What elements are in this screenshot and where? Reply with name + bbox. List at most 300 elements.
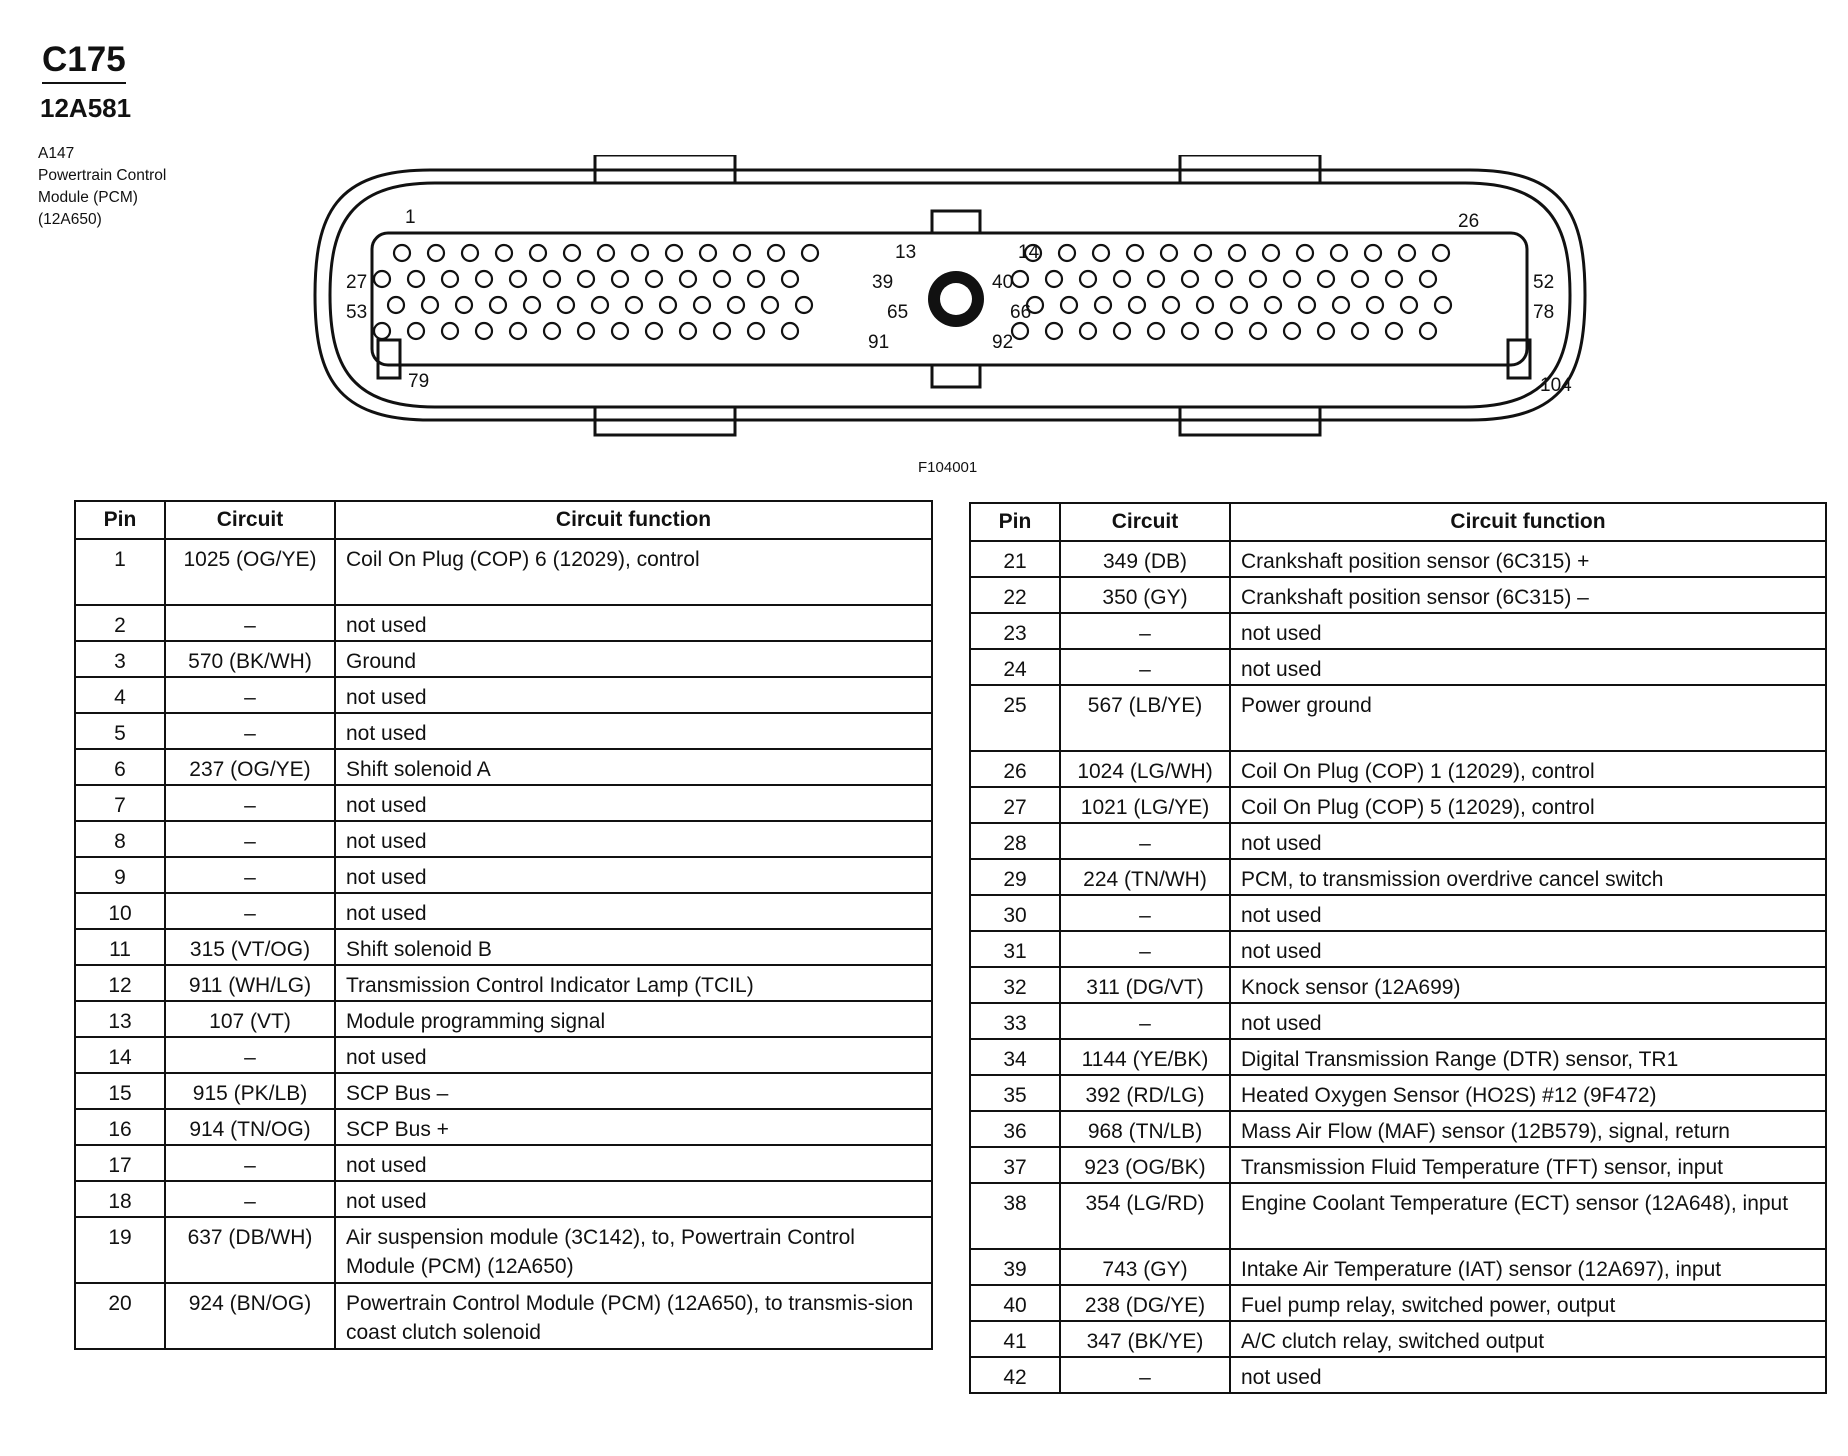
pin-cell: 3	[75, 641, 165, 677]
table-row	[970, 577, 1826, 613]
pin-cell: 29	[970, 859, 1060, 895]
pin-hole	[524, 297, 540, 313]
pin-cell: 5	[75, 713, 165, 749]
table-row	[75, 1217, 932, 1283]
circuit-cell: 1021 (LG/YE)	[1060, 787, 1230, 823]
pin-cell: 41	[970, 1321, 1060, 1357]
function-cell: Knock sensor (12A699)	[1230, 967, 1826, 1003]
pin-hole	[510, 271, 526, 287]
table-row	[970, 751, 1826, 787]
circuit-cell: –	[1060, 613, 1230, 649]
function-cell: Shift solenoid A	[335, 749, 932, 785]
pin-hole	[1080, 271, 1096, 287]
top-key	[932, 211, 980, 233]
circuit-cell: 915 (PK/LB)	[165, 1073, 335, 1109]
pin-hole	[1046, 323, 1062, 339]
pin-cell: 30	[970, 895, 1060, 931]
center-bolt	[928, 271, 984, 327]
function-cell: Crankshaft position sensor (6C315) –	[1230, 577, 1826, 613]
function-cell: Intake Air Temperature (IAT) sensor (12A697), input	[1230, 1249, 1826, 1285]
pin-cell: 22	[970, 577, 1060, 613]
table-row	[75, 1037, 932, 1073]
pin-cell: 2	[75, 605, 165, 641]
part-number: 12A581	[40, 93, 132, 123]
table-row	[75, 1001, 932, 1037]
pin-hole	[558, 297, 574, 313]
pin-hole	[1265, 297, 1281, 313]
circuit-cell: 968 (TN/LB)	[1060, 1111, 1230, 1147]
pin-hole	[748, 323, 764, 339]
pin-cell: 7	[75, 785, 165, 821]
table-row	[75, 821, 932, 857]
pin-hole	[578, 271, 594, 287]
function-cell: not used	[1230, 613, 1826, 649]
pin-hole	[1299, 297, 1315, 313]
pin-label-92: 92	[992, 332, 1014, 353]
pin-hole	[666, 245, 682, 261]
pin-hole	[1250, 271, 1266, 287]
pin-hole	[1197, 297, 1213, 313]
table-row	[75, 749, 932, 785]
function-cell: not used	[335, 857, 932, 893]
pin-hole	[592, 297, 608, 313]
component-line: Module (PCM)	[38, 189, 138, 206]
table-row	[75, 713, 932, 749]
table-row	[75, 929, 932, 965]
pin-hole	[768, 245, 784, 261]
pin-cell: 24	[970, 649, 1060, 685]
pin-cell: 17	[75, 1145, 165, 1181]
pin-hole	[1059, 245, 1075, 261]
connector-code: C175	[42, 40, 126, 84]
table-row	[970, 1039, 1826, 1075]
circuit-cell: 350 (GY)	[1060, 577, 1230, 613]
pin-cell: 18	[75, 1181, 165, 1217]
pin-hole	[1216, 323, 1232, 339]
circuit-cell: 1025 (OG/YE)	[165, 539, 335, 605]
pin-cell: 38	[970, 1183, 1060, 1249]
function-cell: not used	[335, 821, 932, 857]
pin-cell: 34	[970, 1039, 1060, 1075]
function-cell: not used	[1230, 1357, 1826, 1393]
pin-hole	[428, 245, 444, 261]
pin-hole	[476, 323, 492, 339]
pin-label-53: 53	[346, 302, 368, 323]
pin-hole	[462, 245, 478, 261]
table-row	[970, 649, 1826, 685]
pin-hole	[1080, 323, 1096, 339]
table-row	[75, 605, 932, 641]
pin-hole	[1386, 271, 1402, 287]
pin-hole	[456, 297, 472, 313]
table-row	[970, 1147, 1826, 1183]
pin-hole	[694, 297, 710, 313]
function-cell: Coil On Plug (COP) 1 (12029), control	[1230, 751, 1826, 787]
pin-hole	[374, 323, 390, 339]
circuit-header: Circuit	[165, 501, 335, 539]
component-line: Powertrain Control	[38, 167, 167, 184]
connector-face-diagram	[300, 155, 1600, 440]
function-cell: A/C clutch relay, switched output	[1230, 1321, 1826, 1357]
pin-hole	[1250, 323, 1266, 339]
circuit-cell: 637 (DB/WH)	[165, 1217, 335, 1283]
pin-cell: 32	[970, 967, 1060, 1003]
pin-hole	[700, 245, 716, 261]
pin-hole	[796, 297, 812, 313]
pin-hole	[680, 323, 696, 339]
pin-hole	[1318, 323, 1334, 339]
pin-hole	[1195, 245, 1211, 261]
table-row	[75, 785, 932, 821]
pin-hole	[782, 271, 798, 287]
circuit-cell: –	[1060, 649, 1230, 685]
function-cell: Ground	[335, 641, 932, 677]
pin-cell: 15	[75, 1073, 165, 1109]
table-row	[75, 539, 932, 605]
pin-hole	[1129, 297, 1145, 313]
pin-hole	[1148, 323, 1164, 339]
table-row	[75, 1283, 932, 1349]
table-row	[970, 1357, 1826, 1393]
pin-hole	[442, 323, 458, 339]
pin-label-40: 40	[992, 272, 1014, 293]
pin-hole	[394, 245, 410, 261]
pin-hole	[1061, 297, 1077, 313]
pin-hole	[544, 271, 560, 287]
pin-cell: 19	[75, 1217, 165, 1283]
pin-cell: 31	[970, 931, 1060, 967]
table-row	[75, 893, 932, 929]
circuit-cell: 570 (BK/WH)	[165, 641, 335, 677]
function-cell: not used	[335, 677, 932, 713]
function-cell: not used	[335, 893, 932, 929]
pin-label-39: 39	[872, 272, 894, 293]
circuit-cell: 1024 (LG/WH)	[1060, 751, 1230, 787]
table-row	[970, 859, 1826, 895]
pin-hole	[496, 245, 512, 261]
pin-cell: 14	[75, 1037, 165, 1073]
function-cell: PCM, to transmission overdrive cancel switch	[1230, 859, 1826, 895]
pin-hole	[408, 323, 424, 339]
table-row	[75, 857, 932, 893]
pin-label-79: 79	[408, 371, 430, 392]
circuit-cell: 349 (DB)	[1060, 541, 1230, 577]
function-cell: SCP Bus +	[335, 1109, 932, 1145]
function-cell: not used	[1230, 1003, 1826, 1039]
function-cell: Engine Coolant Temperature (ECT) sensor (12A648), input	[1230, 1183, 1826, 1249]
pin-cell: 6	[75, 749, 165, 785]
pin-hole	[734, 245, 750, 261]
component-description	[38, 143, 166, 231]
table-row	[75, 641, 932, 677]
figure-id: F104001	[918, 459, 978, 476]
pin-hole	[1163, 297, 1179, 313]
pin-cell: 40	[970, 1285, 1060, 1321]
circuit-cell: –	[1060, 895, 1230, 931]
pin-hole	[680, 271, 696, 287]
pin-hole	[1318, 271, 1334, 287]
table-row	[970, 823, 1826, 859]
component-line: A147	[38, 145, 75, 162]
pin-hole	[646, 323, 662, 339]
pin-label-13: 13	[895, 242, 917, 263]
function-cell: Digital Transmission Range (DTR) sensor, TR1	[1230, 1039, 1826, 1075]
pin-hole	[1297, 245, 1313, 261]
function-header: Circuit function	[335, 501, 932, 539]
pin-hole	[632, 245, 648, 261]
circuit-cell: –	[1060, 1003, 1230, 1039]
table-row	[75, 1181, 932, 1217]
pin-hole	[490, 297, 506, 313]
pin-cell: 12	[75, 965, 165, 1001]
function-cell: Transmission Fluid Temperature (TFT) sensor, input	[1230, 1147, 1826, 1183]
pin-hole	[714, 323, 730, 339]
function-cell: Heated Oxygen Sensor (HO2S) #12 (9F472)	[1230, 1075, 1826, 1111]
table-row	[970, 1321, 1826, 1357]
circuit-cell: 237 (OG/YE)	[165, 749, 335, 785]
pin-hole	[1127, 245, 1143, 261]
pin-cell: 11	[75, 929, 165, 965]
function-cell: SCP Bus –	[335, 1073, 932, 1109]
pin-hole	[1352, 271, 1368, 287]
pin-cell: 28	[970, 823, 1060, 859]
function-cell: Shift solenoid B	[335, 929, 932, 965]
table-row	[970, 1249, 1826, 1285]
function-cell: not used	[335, 713, 932, 749]
pin-cell: 42	[970, 1357, 1060, 1393]
circuit-cell: 354 (LG/RD)	[1060, 1183, 1230, 1249]
circuit-cell: 238 (DG/YE)	[1060, 1285, 1230, 1321]
pin-hole	[1284, 271, 1300, 287]
pin-hole	[578, 323, 594, 339]
function-cell: Coil On Plug (COP) 6 (12029), control	[335, 539, 932, 605]
pin-hole	[1231, 297, 1247, 313]
function-cell: not used	[1230, 823, 1826, 859]
function-cell: not used	[1230, 649, 1826, 685]
pin-hole	[748, 271, 764, 287]
pin-hole	[1420, 323, 1436, 339]
pin-cell: 21	[970, 541, 1060, 577]
pin-hole	[762, 297, 778, 313]
circuit-cell: 1144 (YE/BK)	[1060, 1039, 1230, 1075]
function-cell: not used	[335, 1037, 932, 1073]
pin-hole	[1367, 297, 1383, 313]
pin-label-1: 1	[405, 207, 416, 228]
pin-hole	[1284, 323, 1300, 339]
circuit-cell: 924 (BN/OG)	[165, 1283, 335, 1349]
pin-hole	[598, 245, 614, 261]
circuit-cell: –	[165, 713, 335, 749]
pin-hole	[1399, 245, 1415, 261]
circuit-cell: 914 (TN/OG)	[165, 1109, 335, 1145]
table-row	[970, 931, 1826, 967]
circuit-cell: –	[165, 785, 335, 821]
function-cell: not used	[1230, 895, 1826, 931]
pin-hole	[660, 297, 676, 313]
pin-hole	[1401, 297, 1417, 313]
function-cell: Fuel pump relay, switched power, output	[1230, 1285, 1826, 1321]
circuit-cell: –	[1060, 1357, 1230, 1393]
pin-hole	[1161, 245, 1177, 261]
table-row	[75, 965, 932, 1001]
circuit-cell: –	[165, 821, 335, 857]
pin-label-65: 65	[887, 302, 909, 323]
pin-cell: 16	[75, 1109, 165, 1145]
pin-cell: 35	[970, 1075, 1060, 1111]
pin-header: Pin	[970, 503, 1060, 541]
pin-hole	[1012, 323, 1028, 339]
pin-hole	[1386, 323, 1402, 339]
pin-hole	[1229, 245, 1245, 261]
circuit-cell: –	[165, 1145, 335, 1181]
function-cell: Power ground	[1230, 685, 1826, 751]
function-cell: Powertrain Control Module (PCM) (12A650), to transmis-sion coast clutch solenoid	[335, 1283, 932, 1349]
function-cell: not used	[335, 1181, 932, 1217]
circuit-cell: 923 (OG/BK)	[1060, 1147, 1230, 1183]
pin-hole	[1148, 271, 1164, 287]
circuit-cell: –	[165, 605, 335, 641]
function-cell: not used	[335, 1145, 932, 1181]
pin-hole	[1263, 245, 1279, 261]
table-row	[970, 967, 1826, 1003]
pin-cell: 20	[75, 1283, 165, 1349]
circuit-cell: –	[165, 857, 335, 893]
pin-hole	[1114, 323, 1130, 339]
circuit-cell: 911 (WH/LG)	[165, 965, 335, 1001]
circuit-cell: 107 (VT)	[165, 1001, 335, 1037]
pin-hole	[374, 271, 390, 287]
pin-cell: 26	[970, 751, 1060, 787]
table-row	[970, 541, 1826, 577]
pin-hole	[782, 323, 798, 339]
pin-hole	[1046, 271, 1062, 287]
bottom-key	[932, 365, 980, 387]
circuit-cell: 315 (VT/OG)	[165, 929, 335, 965]
pin-cell: 36	[970, 1111, 1060, 1147]
pin-label-14: 14	[1018, 242, 1040, 263]
function-cell: not used	[335, 605, 932, 641]
pin-hole	[408, 271, 424, 287]
table-row	[970, 1183, 1826, 1249]
pin-cell: 33	[970, 1003, 1060, 1039]
pin-hole	[1216, 271, 1232, 287]
pin-hole	[1114, 271, 1130, 287]
circuit-cell: –	[165, 1181, 335, 1217]
left-guide	[378, 340, 400, 378]
pin-hole	[626, 297, 642, 313]
pin-hole	[612, 271, 628, 287]
pin-cell: 27	[970, 787, 1060, 823]
table-row	[75, 1109, 932, 1145]
circuit-header: Circuit	[1060, 503, 1230, 541]
circuit-cell: –	[1060, 931, 1230, 967]
pin-hole	[1182, 271, 1198, 287]
pin-hole	[1420, 271, 1436, 287]
pin-cell: 25	[970, 685, 1060, 751]
pin-cell: 8	[75, 821, 165, 857]
table-row	[970, 1003, 1826, 1039]
pin-cell: 9	[75, 857, 165, 893]
pinout-table-right	[969, 502, 1827, 1394]
pin-hole	[564, 245, 580, 261]
table-row	[970, 895, 1826, 931]
pin-header: Pin	[75, 501, 165, 539]
pin-hole	[714, 271, 730, 287]
function-cell: Air suspension module (3C142), to, Powertrain Control Module (PCM) (12A650)	[335, 1217, 932, 1283]
table-header-row	[75, 501, 932, 539]
pin-label-26: 26	[1458, 211, 1480, 232]
pin-hole	[646, 271, 662, 287]
function-cell: Mass Air Flow (MAF) sensor (12B579), signal, return	[1230, 1111, 1826, 1147]
pin-hole	[1333, 297, 1349, 313]
pin-cell: 39	[970, 1249, 1060, 1285]
table-row	[970, 613, 1826, 649]
circuit-cell: 224 (TN/WH)	[1060, 859, 1230, 895]
pin-cell: 4	[75, 677, 165, 713]
table-row	[970, 1111, 1826, 1147]
pin-label-78: 78	[1533, 302, 1555, 323]
table-row	[75, 1073, 932, 1109]
pin-hole	[1331, 245, 1347, 261]
pin-hole	[544, 323, 560, 339]
pin-hole	[1435, 297, 1451, 313]
function-cell: not used	[335, 785, 932, 821]
pin-label-52: 52	[1533, 272, 1555, 293]
pin-label-27: 27	[346, 272, 368, 293]
circuit-cell: 392 (RD/LG)	[1060, 1075, 1230, 1111]
pin-hole	[1093, 245, 1109, 261]
pin-hole	[442, 271, 458, 287]
pin-hole	[1365, 245, 1381, 261]
pin-hole	[1182, 323, 1198, 339]
pin-cell: 23	[970, 613, 1060, 649]
pin-hole	[1433, 245, 1449, 261]
pin-hole	[1352, 323, 1368, 339]
circuit-cell: 311 (DG/VT)	[1060, 967, 1230, 1003]
circuit-cell: 567 (LB/YE)	[1060, 685, 1230, 751]
pin-hole	[422, 297, 438, 313]
function-cell: not used	[1230, 931, 1826, 967]
pin-hole	[510, 323, 526, 339]
pin-cell: 10	[75, 893, 165, 929]
function-header: Circuit function	[1230, 503, 1826, 541]
circuit-cell: –	[165, 1037, 335, 1073]
center-bolt-inner	[940, 283, 972, 315]
component-line: (12A650)	[38, 211, 102, 228]
pin-hole	[476, 271, 492, 287]
pin-label-104: 104	[1540, 375, 1572, 396]
function-cell: Transmission Control Indicator Lamp (TCIL)	[335, 965, 932, 1001]
table-row	[970, 1285, 1826, 1321]
pin-hole	[530, 245, 546, 261]
circuit-cell: –	[1060, 823, 1230, 859]
pinout-table-left	[74, 500, 933, 1350]
table-header-row	[970, 503, 1826, 541]
function-cell: Crankshaft position sensor (6C315) +	[1230, 541, 1826, 577]
pin-hole	[612, 323, 628, 339]
table-row	[970, 685, 1826, 751]
pin-hole	[1095, 297, 1111, 313]
table-row	[75, 677, 932, 713]
table-row	[970, 1075, 1826, 1111]
circuit-cell: 347 (BK/YE)	[1060, 1321, 1230, 1357]
table-row	[970, 787, 1826, 823]
circuit-cell: –	[165, 893, 335, 929]
pin-cell: 1	[75, 539, 165, 605]
circuit-cell: 743 (GY)	[1060, 1249, 1230, 1285]
pin-hole	[1012, 271, 1028, 287]
pin-label-91: 91	[868, 332, 890, 353]
